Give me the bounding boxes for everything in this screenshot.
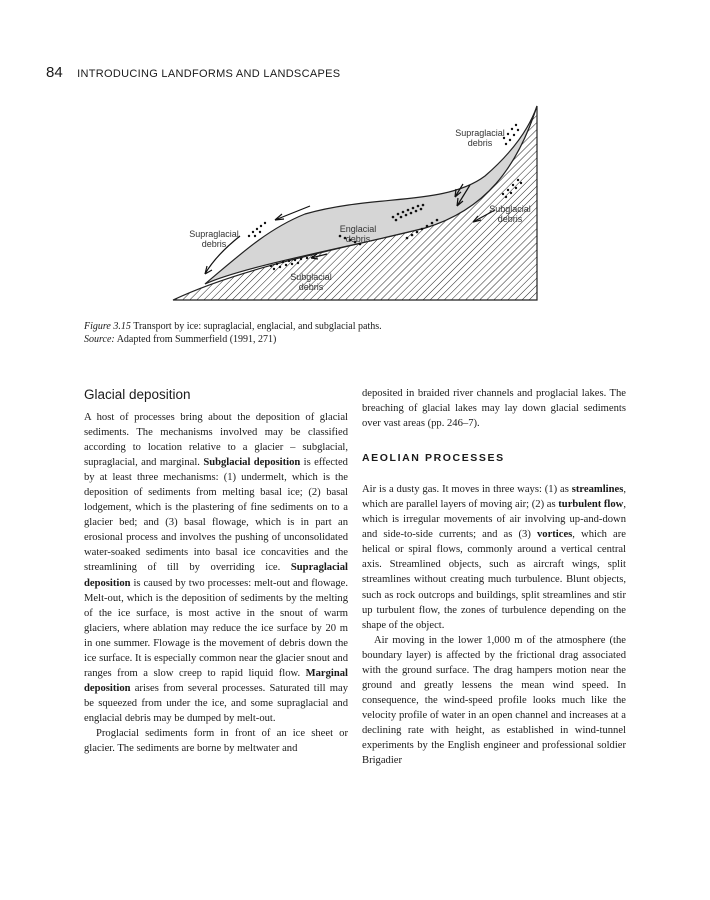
text-run: arises from several processes. Saturated till may be squeezed from under the ice, and some supraglacial and englacial debris may be dumped by melt-out. [84, 682, 348, 724]
label-subglacial-right: Subglacial debris [489, 204, 531, 224]
heading-glacial-deposition: Glacial deposition [84, 387, 191, 402]
heading-aeolian-processes: AEOLIAN PROCESSES [362, 452, 505, 465]
term-vortices: vortices [536, 529, 573, 541]
page-number: 84 [46, 64, 63, 81]
text-run: , which are parallel layers of moving air; (2) as [362, 484, 626, 511]
paragraph-proglacial-continued: deposited in braided river channels and proglacial lakes. The breaching of glacial lakes may lay down glacial sediments over vast areas (pp. 246–7). [362, 388, 626, 430]
term-supraglacial-deposition: Supraglacial deposition [84, 562, 348, 589]
text-run: , which are helical or spiral flows, commonly around a vertical central axis. Streamlined objects, such as aircraft wings, split streamlines without creating much turbulence. Blunt objects, such as rock outcrops and buildings, split streamlines and stir up turbulent flow, the zones of turbulence depending on the shape of the object. [362, 529, 626, 631]
text-run: , which is irregular movements of air involving up-and-down and side-to-side currents; and as (3) [362, 499, 626, 541]
right-column [362, 386, 626, 768]
supraglacial-debris-left [248, 222, 266, 237]
paragraph-glacial-deposition [84, 410, 348, 726]
label-subglacial-bottom: Subglacial debris [290, 272, 332, 292]
figure-caption [84, 320, 624, 346]
label-englacial: Englacial debris [339, 224, 377, 244]
text-run: is caused by two processes: melt-out and flowage. Melt-out, which is the deposition of sediments by the melting of the ice surface, is most active in the snout of warm glaciers, where ablation may reduce the ice surface by 20 m in one summer. Flowage is the movement of debris down the ice surface. It is especially common near the glacier snout and ranges from a slow creep to rapid liquid flow. [84, 577, 348, 679]
term-marginal-deposition: Marginal deposition [84, 667, 348, 694]
text-run: Air is a dusty gas. It moves in three ways: (1) as [362, 484, 569, 496]
paragraph-boundary-layer: Air moving in the lower 1,000 m of the atmosphere (the boundary layer) is affected by the frictional drag associated with the ground surface. The drag hampers motion near the ground and greatly lessens the mean wind speed. In consequence, the wind-speed profile looks much like the velocity profile of water in an open channel and increases at a declining rate with height, as established in wind-tunnel experiments by the English engineer and professional soldier Brigadier [362, 634, 626, 767]
caption-text: Transport by ice: supraglacial, englacial, and subglacial paths. [133, 321, 382, 332]
running-title: INTRODUCING LANDFORMS AND LANDSCAPES [77, 68, 341, 80]
paragraph-air-movement [362, 482, 626, 632]
term-turbulent-flow: turbulent flow [558, 499, 624, 511]
label-supraglacial-left: Supraglacial debris [189, 229, 239, 249]
source-label: Source: [84, 334, 115, 345]
caption-label: Figure 3.15 [84, 321, 131, 332]
source-text: Adapted from Summerfield (1991, 271) [116, 334, 277, 345]
left-column [84, 386, 348, 756]
label-supraglacial-top: Supraglacial debris [455, 128, 505, 148]
text-run: is effected by at least three mechanisms: (1) undermelt, which is the deposition of sediments from melting basal ice; (2) basal lodgement, which is the plastering of fine sediments on to a glacier bed; and (3) basal flowage, which is in part an erosional process and involves the pushing of unconsolidated water-soaked sediments into basal ice concavities and the streamlining of till by overriding ice. [84, 457, 348, 574]
page-header [46, 64, 340, 82]
paragraph-proglacial: Proglacial sediments form in front of an ice sheet or glacier. The sediments are borne by meltwater and [84, 727, 348, 755]
term-streamlines: streamlines [571, 484, 624, 496]
text-run: A host of processes bring about the deposition of glacial sediments. The mechanisms involved may be classified according to location relative to a glacier – subglacial, supraglacial, and marginal. [84, 412, 348, 469]
figure-glacier-transport [165, 98, 545, 308]
term-subglacial-deposition: Subglacial deposition [203, 457, 301, 469]
